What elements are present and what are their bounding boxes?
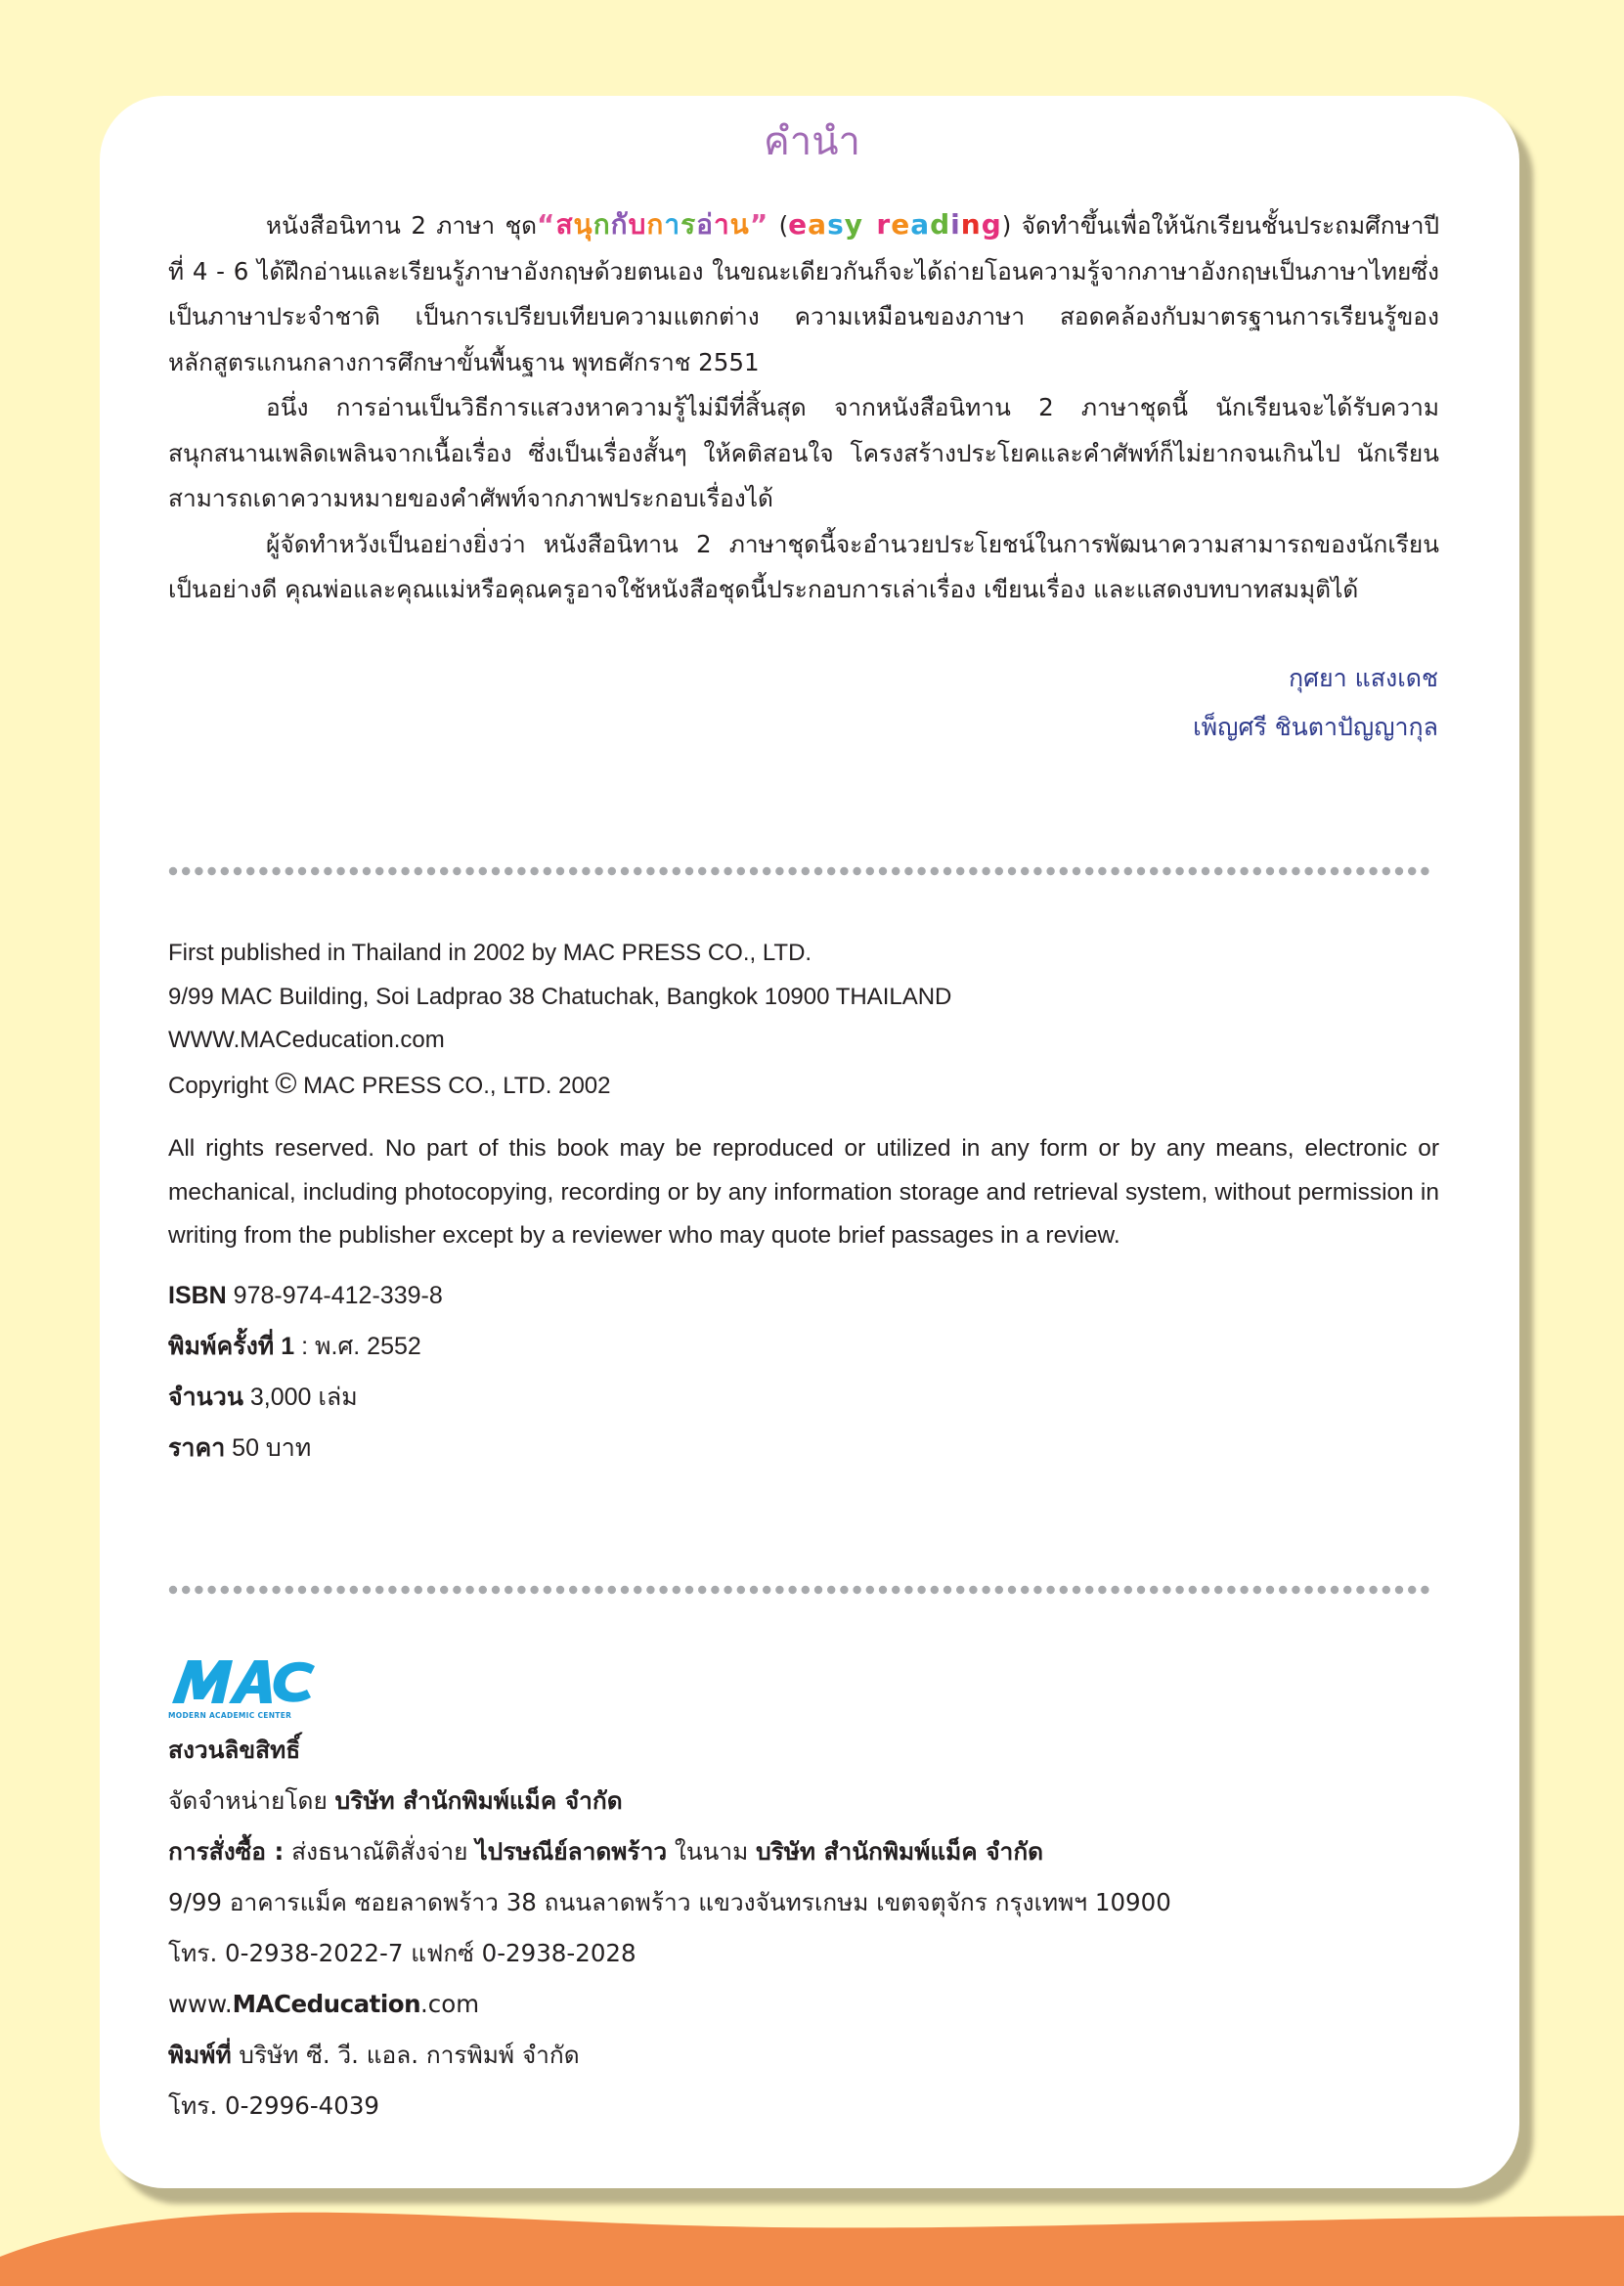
quantity-line — [168, 1372, 1439, 1423]
website-suffix: .com — [420, 1990, 480, 2018]
edition-line — [168, 1321, 1439, 1372]
preface-paragraph-2: อนึ่ง การอ่านเป็นวิธีการแสวงหาความรู้ไม่มีที่สิ้นสุด จากหนังสือนิทาน 2 ภาษาชุดนี้ นักเรียนจะได้รับความสนุกสนานเพลิดเพลินจากเนื้อเรื่อง ซึ่งเป็นเรื่องสั้นๆ ให้คติสอนใจ โครงสร้างประโยคและคำศัพท์ก็ไม่ยากจนเกินไป นักเรียนสามารถเดาความหมายของคำศัพท์จากภาพประกอบเรื่องได้ — [168, 393, 1439, 512]
reading-word: reading — [876, 208, 1002, 241]
copyright-reserved-text: สงวนลิขสิทธิ์ — [168, 1736, 301, 1764]
logo-caption: MODERN ACADEMIC CENTER — [168, 1711, 292, 1720]
copyright-holder: MAC PRESS CO., LTD. 2002 — [296, 1072, 611, 1099]
printer-line — [168, 2030, 1439, 2081]
printer-label: พิมพ์ที่ — [168, 2041, 232, 2069]
isbn-line — [168, 1270, 1439, 1321]
signatures — [1193, 654, 1438, 752]
publication-line-1: First published in Thailand in 2002 by MAC PRESS CO., LTD. — [168, 940, 812, 966]
quantity-label: จำนวน — [168, 1383, 243, 1411]
phone-fax-line: โทร. 0-2938-2022-7 แฟกซ์ 0-2938-2028 — [168, 1939, 636, 1967]
publication-info — [168, 932, 1439, 1473]
copyright-prefix: Copyright — [168, 1072, 276, 1099]
website-name: MACeducation — [232, 1990, 421, 2018]
distributor-prefix: จัดจำหน่ายโดย — [168, 1786, 335, 1815]
order-text-1: ส่งธนาณัติสั่งจ่าย — [284, 1837, 476, 1866]
order-post-office: ไปรษณีย์ลาดพร้าว — [475, 1837, 668, 1866]
price-label: ราคา — [168, 1433, 226, 1462]
order-line — [168, 1826, 1439, 1877]
easy-word: easy — [788, 208, 864, 241]
p1-start: หนังสือนิทาน 2 ภาษา ชุด — [266, 211, 538, 240]
series-quote-open: “ — [537, 208, 556, 241]
dotted-divider-2 — [168, 1585, 1439, 1595]
mac-logo-icon — [168, 1654, 321, 1705]
quantity-value: 3,000 เล่ม — [242, 1383, 358, 1411]
paren-close: ) — [1001, 211, 1012, 240]
edition-label: พิมพ์ครั้งที่ 1 — [168, 1332, 295, 1360]
page-title: คำนำ — [763, 119, 861, 164]
paren-open: ( — [768, 211, 789, 240]
isbn-value: 978-974-412-339-8 — [226, 1281, 443, 1309]
price-value: 50 บาท — [225, 1433, 312, 1462]
copyright-line — [168, 1063, 1439, 1107]
book-info — [168, 1270, 1439, 1473]
preface-text — [168, 202, 1439, 613]
isbn-label: ISBN — [168, 1281, 227, 1309]
printer-value: บริษัท ซี. วี. แอล. การพิมพ์ จำกัด — [231, 2041, 580, 2069]
easy-reading-logo — [788, 208, 1002, 241]
edition-value: : พ.ศ. 2552 — [294, 1332, 421, 1360]
publication-address: 9/99 MAC Building, Soi Ladprao 38 Chatuchak, Bangkok 10900 THAILAND — [168, 983, 952, 1010]
distribution-info — [168, 1725, 1439, 2132]
website-line — [168, 1979, 1439, 2030]
publication-website: WWW.MACeducation.com — [168, 1027, 445, 1053]
series-quote-close: ” — [749, 208, 769, 241]
address-line: 9/99 อาคารแม็ค ซอยลาดพร้าว 38 ถนนลาดพร้าว แขวงจันทรเกษม เขตจตุจักร กรุงเทพฯ 10900 — [168, 1888, 1171, 1916]
order-text-2: ในนาม — [667, 1837, 757, 1866]
series-title: สนกกบการอาน — [555, 208, 750, 241]
order-label: การสั่งซื้อ : — [168, 1837, 285, 1866]
printer-phone-line: โทร. 0-2996-4039 — [168, 2091, 380, 2120]
preface-paragraph-1 — [168, 202, 1439, 385]
p1-rest: จัดทำขึ้นเพื่อให้นักเรียนชั้นประถมศึกษาปีที่ 4 - 6 ได้ฝึกอ่านและเรียนรู้ภาษาอังกฤษด้วยตนเอง ในขณะเดียวกันก็จะได้ถ่ายโอนความรู้จากภาษาอังกฤษเป็นภาษาไทยซึ่งเป็นภาษาประจำชาติ เป็นการเปรียบเทียบความแตกต่าง ความเหมือนของภาษา สอดคล้องกับมาตรฐานการเรียนรู้ของหลักสูตรแกนกลางการศึกษาขั้นพื้นฐาน พุทธศักราช 2551 — [168, 211, 1439, 376]
copyright-reserved — [168, 1725, 1439, 1776]
preface-paragraph-3: ผู้จัดทำหวังเป็นอย่างยิ่งว่า หนังสือนิทาน 2 ภาษาชุดนี้จะอำนวยประโยชน์ในการพัฒนาความสามารถของนักเรียนเป็นอย่างดี คุณพ่อและคุณแม่หรือคุณครูอาจใช้หนังสือชุดนี้ประกอบการเล่าเรื่อง เขียนเรื่อง และแสดงบทบาทสมมุติได้ — [168, 529, 1439, 603]
rights-statement: All rights reserved. No part of this book may be reproduced or utilized in any form or by any means, electronic or mechanical, including photocopying, recording or by any information storage and retrieval system, without permission in writing from the publisher except by a reviewer who may quote brief passages in a review. — [168, 1135, 1439, 1249]
website-prefix: www. — [168, 1990, 233, 2018]
copyright-symbol: © — [275, 1067, 297, 1100]
distributor-line — [168, 1776, 1439, 1826]
series-name — [537, 208, 768, 241]
price-line — [168, 1423, 1439, 1473]
signature-2: เพ็ญศรี ชินตาปัญญากุล — [1193, 713, 1438, 741]
mac-logo — [168, 1654, 321, 1720]
dotted-divider-1 — [168, 866, 1439, 876]
signature-1: กุศยา แสงเดช — [1289, 664, 1438, 692]
order-company: บริษัท สำนักพิมพ์แม็ค จำกัด — [756, 1837, 1044, 1866]
distributor-name: บริษัท สำนักพิมพ์แม็ค จำกัด — [334, 1786, 623, 1815]
